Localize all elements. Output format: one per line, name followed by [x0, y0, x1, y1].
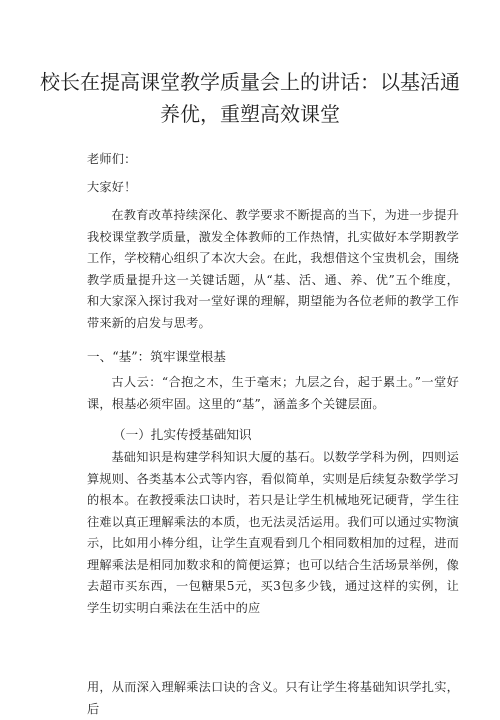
section-heading-ji: 一、“基”：筑牢课堂根基 [87, 349, 226, 364]
document-title: 校长在提高课堂教学质量会上的讲话：以基活通养优，重塑高效课堂 [40, 70, 460, 126]
intro-paragraph: 在教育改革持续深化、教学要求不断提高的当下，为进一步提升我校课堂教学质量，激发全体教师的工作热情，扎实做好本学期教学工作，学校精心组织了本次大会。在此，我想借这个宝贵机会，围绕教学质量提升这一关键话题，从“基、活、通、养、优”五个维度，和大家深入探讨我对一堂好课的理解，期望能为各位老师的教学工作带来新的启发与思考。 [87, 208, 459, 330]
salutation: 老师们： [87, 152, 137, 166]
continuation-paragraph: 用，从而深入理解乘法口诀的含义。只有让学生将基础知识学扎实，后 [87, 680, 459, 716]
subsection-paragraph-basic-knowledge: 基础知识是构建学科知识大厦的基石。以数学学科为例，四则运算规则、各类基本公式等内容，看似简单，实则是后续复杂数学学习的根本。在教授乘法口诀时，若只是让学生机械地死记硬背，学生往往难以真正理解乘法的本质，也无法灵活运用。我们可以通过实物演示，比如用小棒分组，让学生直观看到几个相同数相加的过程，进而理解乘法是相同加数求和的简便运算；也可以结合生活场景举例，像去超市买东西，一包糖果5元，买3包多少钱，通过这样的实例，让学生切实明白乘法在生活中的应 [87, 450, 459, 615]
subsection-heading-basic-knowledge: （一）扎实传授基础知识 [113, 427, 252, 442]
section-paragraph-ji: 古人云：“合抱之木，生于毫末；九层之台，起于累土。”一堂好课，根基必须牢固。这里的“基”，涵盖多个关键层面。 [87, 375, 459, 411]
greeting: 大家好！ [87, 180, 137, 194]
